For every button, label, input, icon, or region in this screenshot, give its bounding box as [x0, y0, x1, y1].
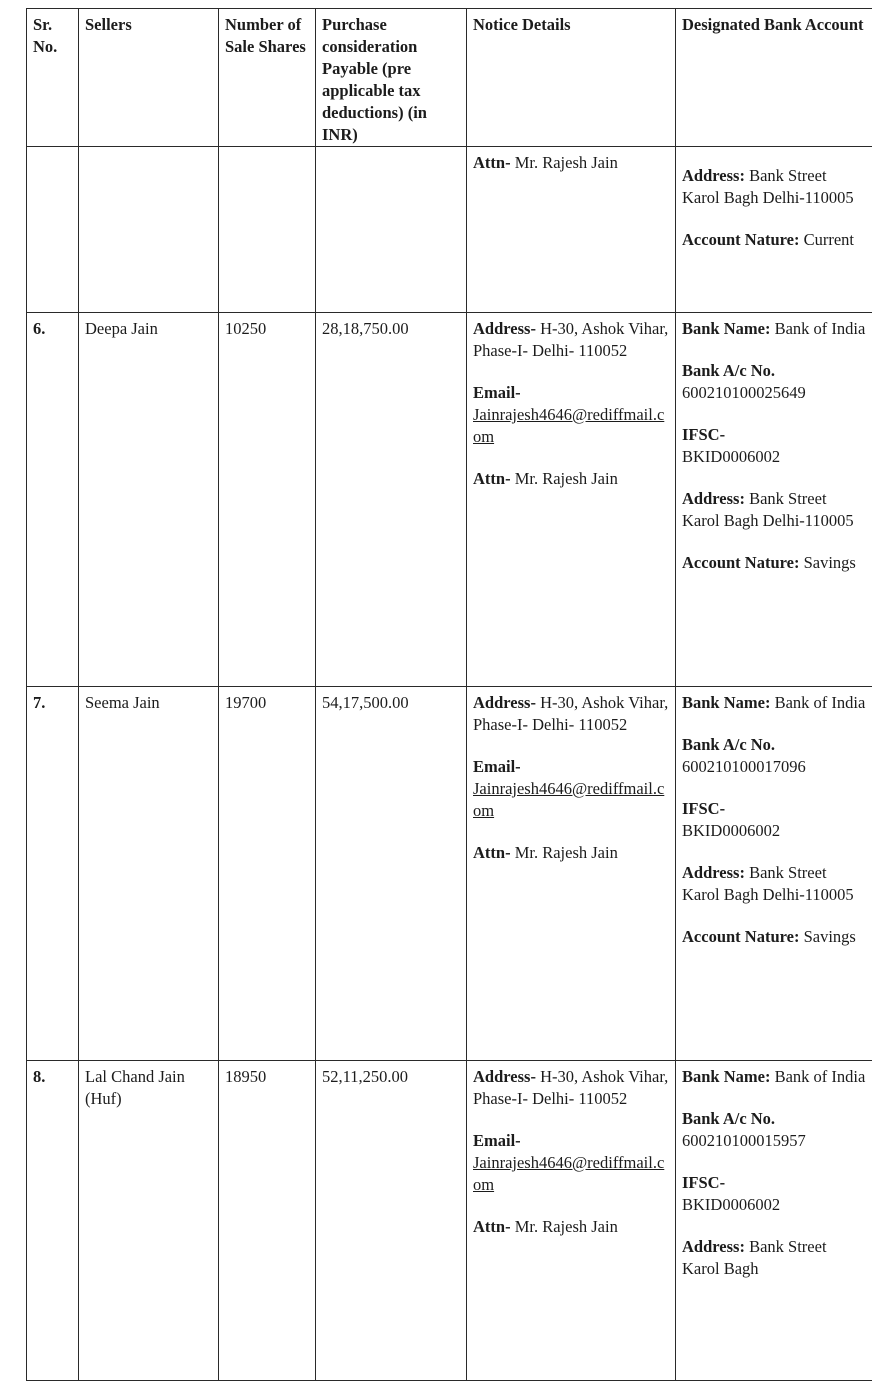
notice-details [467, 313, 676, 687]
table-row [27, 1061, 873, 1381]
bank-name-label: Bank Name: [682, 693, 771, 712]
notice-details [467, 1061, 676, 1381]
bank-address-label: Address: [682, 489, 745, 508]
email-label: Email- [473, 383, 521, 402]
notice-address: H-30, Ashok Vihar, Phase-I- Delhi- 110052 [473, 319, 669, 360]
attn-label: Attn- [473, 469, 511, 488]
attn-label: Attn- [473, 1217, 511, 1236]
address-label: Address- [473, 1067, 536, 1086]
notice-details [467, 687, 676, 1061]
header-notice-details: Notice Details [467, 9, 676, 147]
cont-shares [219, 147, 316, 313]
ifsc-label: IFSC- [682, 425, 726, 444]
attn-value: Mr. Rajesh Jain [514, 843, 618, 862]
sellers-table [26, 8, 872, 1381]
attn-label: Attn- [473, 843, 511, 862]
purchase-consideration: 52,11,250.00 [316, 1061, 467, 1381]
email-link[interactable]: Jainrajesh4646@rediffmail.com [473, 1153, 665, 1194]
account-nature-value: Savings [803, 553, 856, 572]
cont-sr-no [27, 147, 79, 313]
bank-ac-no-label: Bank A/c No. [682, 361, 776, 380]
sale-shares: 19700 [219, 687, 316, 1061]
notice-address: H-30, Ashok Vihar, Phase-I- Delhi- 110052 [473, 693, 669, 734]
account-nature-label: Account Nature: [682, 927, 800, 946]
bank-address-label: Address: [682, 1237, 745, 1256]
seller-name: Deepa Jain [79, 313, 219, 687]
seller-name: Seema Jain [79, 687, 219, 1061]
ifsc-label: IFSC- [682, 799, 726, 818]
account-nature-label: Account Nature: [682, 553, 800, 572]
account-nature-value: Savings [803, 927, 856, 946]
table-header-row [27, 9, 873, 147]
bank-address-value: Bank Street Karol Bagh [682, 1237, 827, 1278]
cont-consideration [316, 147, 467, 313]
bank-ac-no-label: Bank A/c No. [682, 735, 776, 754]
sale-shares: 10250 [219, 313, 316, 687]
attn-value: Mr. Rajesh Jain [514, 153, 618, 172]
attn-value: Mr. Rajesh Jain [514, 469, 618, 488]
ifsc-value: BKID0006002 [682, 1195, 781, 1214]
account-nature-value: Current [803, 230, 854, 249]
bank-details [676, 687, 873, 1061]
purchase-consideration: 54,17,500.00 [316, 687, 467, 1061]
sr-no: 6. [27, 313, 79, 687]
table-row-continuation [27, 147, 873, 313]
bank-name-value: Bank of India [774, 319, 866, 338]
ifsc-label: IFSC- [682, 1173, 726, 1192]
bank-address-label: Address: [682, 166, 745, 185]
bank-address-value: Bank Street Karol Bagh Delhi-110005 [682, 489, 854, 530]
attn-label: Attn- [473, 153, 511, 172]
sr-no: 8. [27, 1061, 79, 1381]
table-row [27, 687, 873, 1061]
header-sr-no: Sr. No. [27, 9, 79, 147]
bank-ac-no-value: 600210100015957 [682, 1131, 806, 1150]
email-label: Email- [473, 1131, 521, 1150]
address-label: Address- [473, 319, 536, 338]
bank-name-value: Bank of India [774, 693, 866, 712]
cont-seller [79, 147, 219, 313]
sr-no: 7. [27, 687, 79, 1061]
bank-name-label: Bank Name: [682, 1067, 771, 1086]
ifsc-value: BKID0006002 [682, 447, 781, 466]
bank-ac-no-value: 600210100017096 [682, 757, 806, 776]
bank-ac-no-value: 600210100025649 [682, 383, 806, 402]
bank-address-value: Bank Street Karol Bagh Delhi-110005 [682, 166, 854, 207]
cont-notice [467, 147, 676, 313]
notice-address: H-30, Ashok Vihar, Phase-I- Delhi- 110052 [473, 1067, 669, 1108]
document-page [26, 8, 872, 1384]
table-row [27, 313, 873, 687]
sale-shares: 18950 [219, 1061, 316, 1381]
ifsc-value: BKID0006002 [682, 821, 781, 840]
account-nature-label: Account Nature: [682, 230, 800, 249]
bank-name-value: Bank of India [774, 1067, 866, 1086]
header-number-of-sale-shares: Number of Sale Shares [219, 9, 316, 147]
bank-ac-no-label: Bank A/c No. [682, 1109, 776, 1128]
bank-address-value: Bank Street Karol Bagh Delhi-110005 [682, 863, 854, 904]
bank-address-label: Address: [682, 863, 745, 882]
bank-details [676, 1061, 873, 1381]
cont-bank [676, 147, 873, 313]
attn-value: Mr. Rajesh Jain [514, 1217, 618, 1236]
bank-name-label: Bank Name: [682, 319, 771, 338]
purchase-consideration: 28,18,750.00 [316, 313, 467, 687]
email-link[interactable]: Jainrajesh4646@rediffmail.com [473, 779, 665, 820]
address-label: Address- [473, 693, 536, 712]
header-purchase-consideration: Purchase consideration Payable (pre applicable tax deductions) (in INR) [316, 9, 467, 147]
header-designated-bank-account: Designated Bank Account [676, 9, 873, 147]
bank-details [676, 313, 873, 687]
seller-name: Lal Chand Jain (Huf) [79, 1061, 219, 1381]
email-label: Email- [473, 757, 521, 776]
email-link[interactable]: Jainrajesh4646@rediffmail.com [473, 405, 665, 446]
header-sellers: Sellers [79, 9, 219, 147]
